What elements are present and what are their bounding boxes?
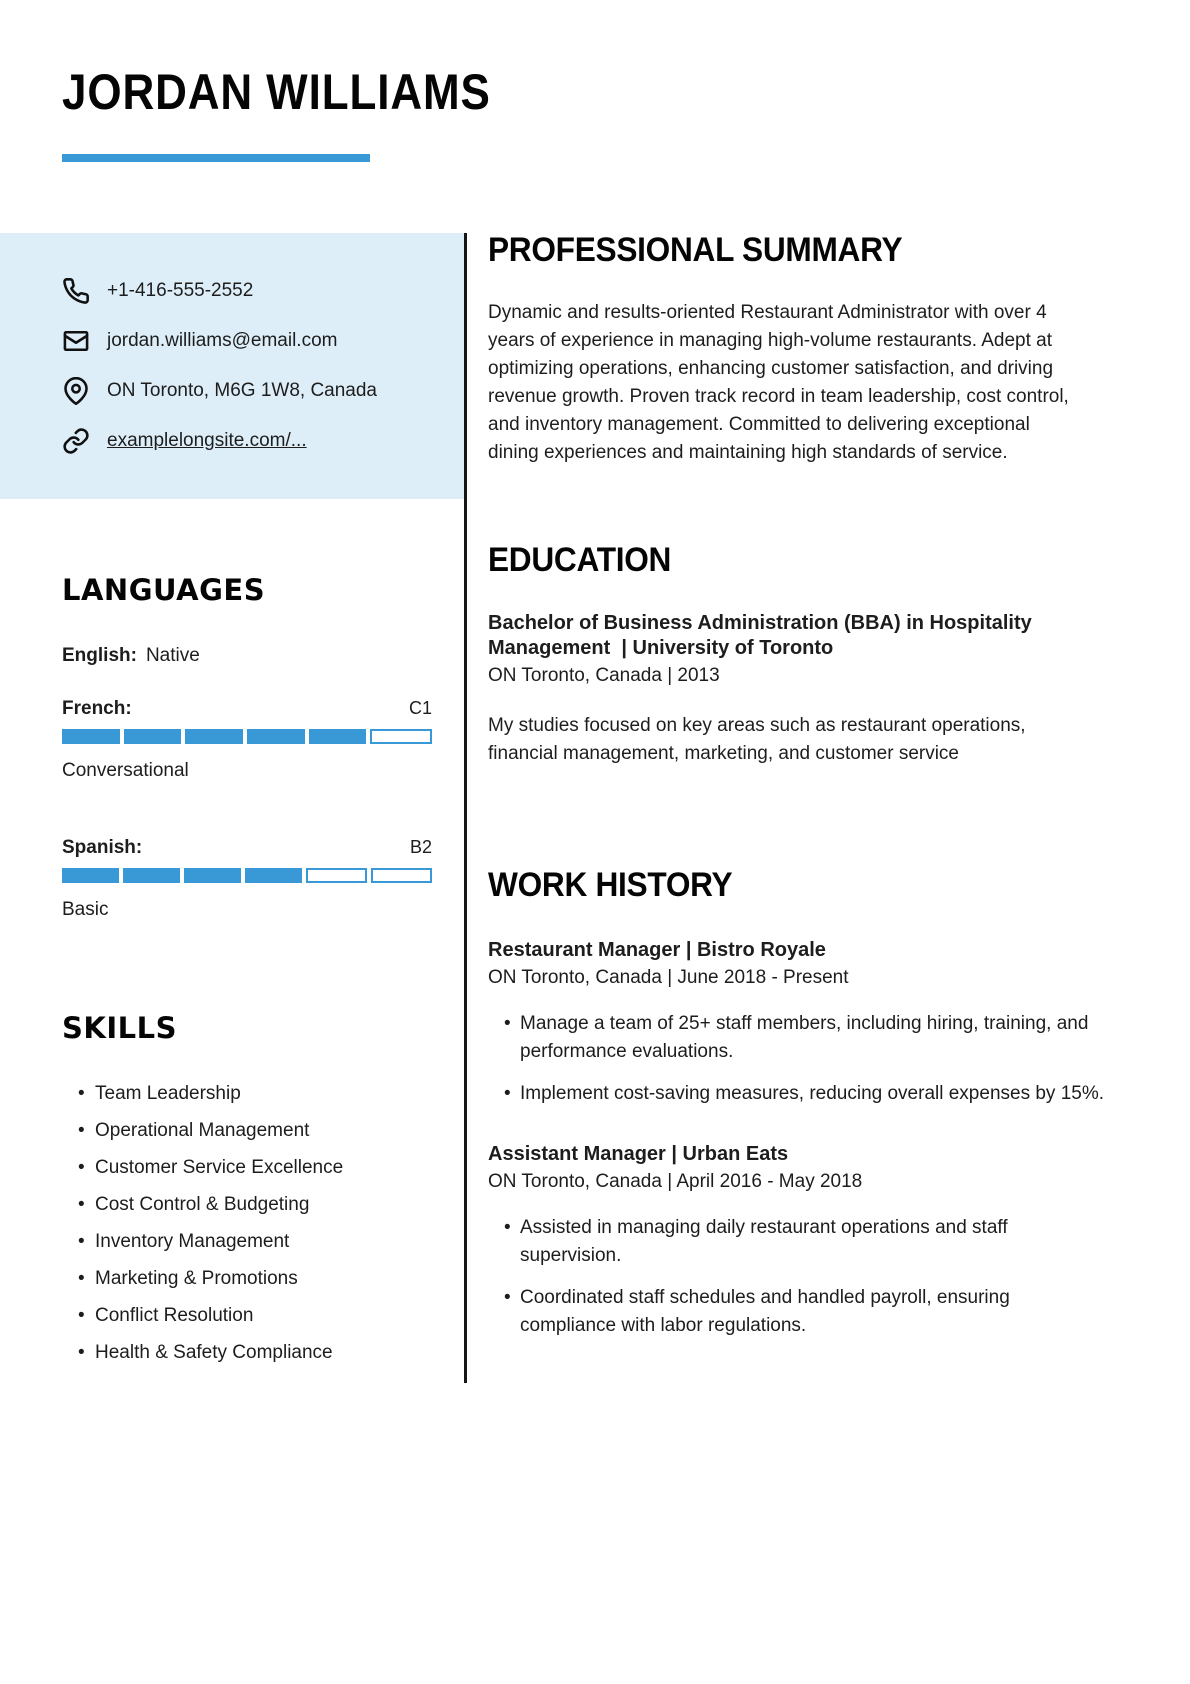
summary-text: Dynamic and results-oriented Restaurant Administrator with over 4 years of experience in managing high-volume restaurants. Adept at optimizing operations, enhancing customer satisfaction, and driving revenue growth. Proven track record in team leadership, cost control, and inventory management. Committed to delivering exceptional dining experiences and maintaining high standards of service.: [488, 302, 1069, 463]
resume-header: [0, 0, 1190, 162]
email-icon: [62, 327, 90, 355]
language-descriptor: Basic: [62, 899, 109, 920]
education-meta: ON Toronto, Canada | 2013: [488, 665, 720, 686]
bar-segment: [370, 729, 432, 744]
contact-text: ON Toronto, M6G 1W8, Canada: [107, 380, 377, 401]
language-proficiency: Native: [145, 645, 200, 666]
language-name: Spanish:: [62, 837, 143, 858]
job-title: Assistant Manager | Urban Eats: [488, 1143, 789, 1165]
bar-segment: [123, 868, 180, 883]
language-item: [62, 645, 432, 667]
columns: [0, 233, 1190, 1379]
summary-heading: PROFESSIONAL SUMMARY: [488, 231, 903, 269]
language-row: [62, 645, 432, 667]
skills-section: [0, 1013, 464, 1364]
contact-item: [62, 427, 434, 455]
skill-item: • Team Leadership: [95, 1083, 432, 1105]
education-degree: Bachelor of Business Administration (BBA) in Hospitality Management | University of Toronto: [488, 612, 1038, 659]
language-descriptor: Conversational: [62, 760, 189, 781]
skill-item: • Inventory Management: [95, 1231, 432, 1253]
bar-segment: [245, 868, 302, 883]
skill-item: • Customer Service Excellence: [95, 1157, 432, 1179]
job-bullet: • Assisted in managing daily restaurant operations and staff supervision.: [520, 1214, 1104, 1270]
languages-list: [62, 645, 432, 921]
job-bullet: • Manage a team of 25+ staff members, including hiring, training, and performance evaluations.: [520, 1010, 1104, 1066]
languages-heading: LANGUAGES: [62, 573, 266, 607]
skills-heading: SKILLS: [62, 1011, 177, 1045]
skill-item: • Operational Management: [95, 1120, 432, 1142]
job-list: [488, 938, 1104, 1340]
website-link[interactable]: examplelongsite.com/...: [107, 430, 307, 451]
languages-section: [0, 575, 464, 921]
bar-segment: [371, 868, 432, 883]
skill-item: • Conflict Resolution: [95, 1305, 432, 1327]
job-bullet: • Coordinated staff schedules and handled payroll, ensuring compliance with labor regulations.: [520, 1284, 1104, 1340]
column-divider: [464, 233, 467, 1383]
name-accent-bar: [62, 154, 370, 162]
job-bullet: • Implement cost-saving measures, reducing overall expenses by 15%.: [520, 1080, 1104, 1108]
language-name: English:: [62, 645, 137, 666]
language-name: French:: [62, 698, 132, 719]
education-heading: EDUCATION: [488, 541, 672, 579]
job-meta: ON Toronto, Canada | June 2018 - Present: [488, 967, 849, 988]
bar-segment: [62, 729, 120, 744]
job-title: Restaurant Manager | Bistro Royale: [488, 939, 826, 961]
contact-item: [62, 277, 434, 305]
contact-item: [62, 377, 434, 405]
link-icon: [62, 427, 90, 455]
education-description: My studies focused on key areas such as restaurant operations, financial management, marketing, and customer service: [488, 715, 1026, 764]
skill-item: • Marketing & Promotions: [95, 1268, 432, 1290]
work-history-heading: WORK HISTORY: [488, 866, 733, 904]
job-entry: [488, 938, 1104, 1108]
bar-segment: [247, 729, 305, 744]
job-bullet-list: [488, 1010, 1104, 1108]
candidate-name: JORDAN WILLIAMS: [62, 64, 491, 120]
bar-segment: [62, 868, 119, 883]
job-bullet-list: [488, 1214, 1104, 1340]
language-progress-bar: [62, 868, 432, 883]
skill-item: • Health & Safety Compliance: [95, 1342, 432, 1364]
job-entry: [488, 1142, 1104, 1340]
contact-text: jordan.williams@email.com: [107, 330, 338, 351]
contact-text: +1-416-555-2552: [107, 280, 254, 301]
bar-segment: [306, 868, 367, 883]
bar-segment: [184, 868, 241, 883]
language-level-badge: B2: [409, 837, 432, 857]
bar-segment: [309, 729, 367, 744]
language-row: [62, 836, 432, 859]
skills-list: [62, 1083, 432, 1364]
contact-item: [62, 327, 434, 355]
language-item: [62, 697, 432, 782]
language-item: [62, 836, 432, 921]
language-row: [62, 697, 432, 720]
main-column: [488, 233, 1104, 1354]
sidebar: [0, 233, 464, 1379]
bar-segment: [124, 729, 182, 744]
language-level-badge: C1: [408, 698, 432, 718]
skill-item: • Cost Control & Budgeting: [95, 1194, 432, 1216]
language-progress-bar: [62, 729, 432, 744]
bar-segment: [185, 729, 243, 744]
phone-icon: [62, 277, 90, 305]
contact-box: [0, 233, 464, 499]
location-icon: [62, 377, 90, 405]
job-meta: ON Toronto, Canada | April 2016 - May 2018: [488, 1171, 863, 1192]
